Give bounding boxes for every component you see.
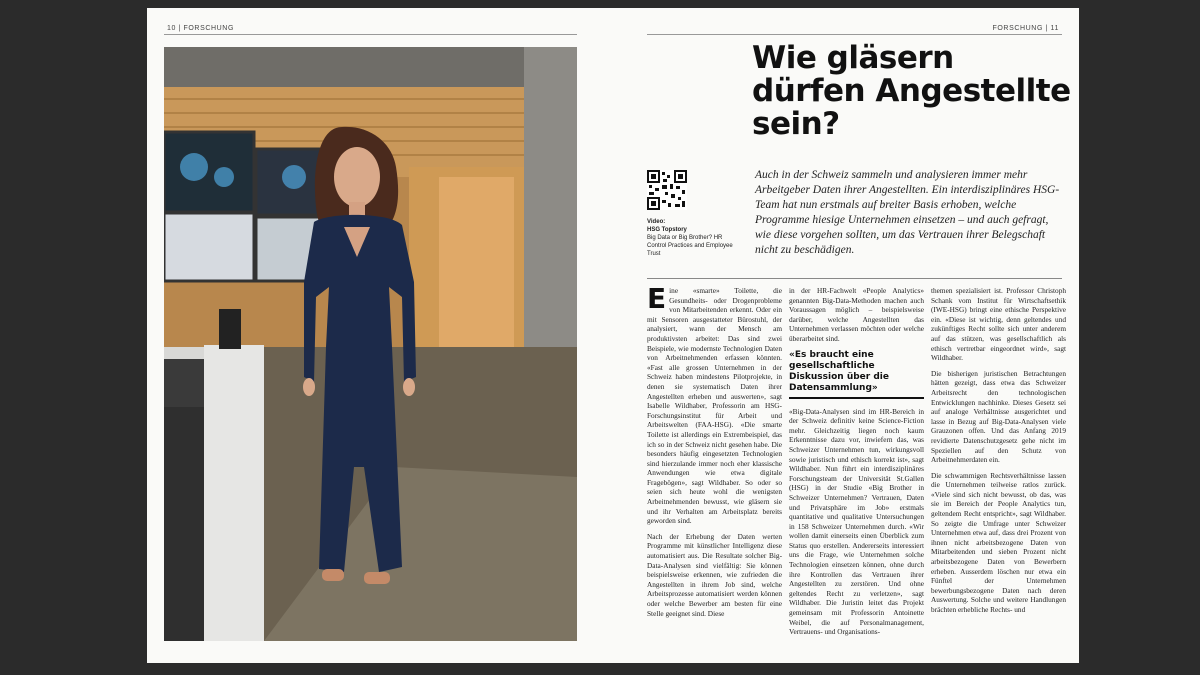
text-column-2	[789, 286, 924, 643]
paragraph: Nach der Erhebung der Daten werten Programme mit künstlicher Intelligenz diese automatisiert aus. Die Resultate solcher Big-Data-Analysen sind vielfältig: Sie können beispielsweise erkennen, wie zufrieden die Angestellten in ihrem Job sind, welche Arbeitsprozesse automatisiert werden können oder welche Bewerber am besten für eine Stelle geeignet sind. Diese	[647, 531, 782, 618]
running-head-right: FORSCHUNG | 11	[992, 25, 1059, 32]
paragraph: «Big-Data-Analysen sind im HR-Bereich in der Schweiz definitiv keine Science-Fiction mehr. Gleichzeitig liegen noch kaum Erkenntnisse dazu vor, inwiefern das, was Schweizer Unternehmen tun, wirkungsvoll sowie juristisch und ethisch korrekt ist», sagt Wildhaber. Nun führt ein interdisziplinäres Forschungsteam der Universität St.Gallen (HSG) in der Studie «Big Brother in Schweizer Unternehmen? Vertrauen, Daten und Privatsphäre im Job» erstmals quantitative und qualitative Untersuchungen in 158 Schweizer Unternehmen durch. «Wir wollen damit einerseits einen Überblick zum Status quo erstellen. Andererseits interessiert uns die Frage, wie Unternehmen solche Technologien einsetzen können, ohne durch ihre Kontrollen das Vertrauen ihrer Angestellten zu zerstören. Und ohne geltendes Recht zu verletzen», sagt Wildhaber. Die Juristin leitet das Projekt gemeinsam mit Professorin Antoinette Weibel, die auf Personalmanagement, Vertrauens- und Organisations-	[789, 406, 924, 637]
running-head-left: 10 | FORSCHUNG	[167, 25, 235, 32]
portrait-photo	[164, 47, 577, 641]
drop-cap: E	[647, 282, 667, 315]
top-rule-right	[647, 34, 1062, 35]
video-label: Video:	[647, 219, 666, 225]
paragraph: in der HR-Fachwelt «People Analytics» genannten Big-Data-Methoden machen auch Voraussagen möglich – beispielsweise darüber, welche Angestellten das Unternehmen verlassen möchten oder welche überarbeitet sind.	[789, 286, 924, 343]
video-title: HSG Topstory	[647, 227, 687, 233]
article-headline: Wie gläsern dürfen Angestellte sein?	[752, 40, 1071, 142]
video-description: Big Data or Big Brother? HR Control Practices and Employee Trust	[647, 235, 733, 257]
subheading: «Es braucht eine gesellschaftliche Diskussion über die Datensammlung»	[789, 350, 924, 399]
video-qr-code[interactable]	[647, 170, 687, 210]
paragraph: ine «smarte» Toilette, die Gesundheits- oder Drogenprobleme von Mitarbeitenden erkennt. Oder ein mit Sensoren ausgestatteter Bürostuhl, der analysiert, wann der Mensch am produktivsten arbeitet: Das sind zwei Beispiele, wie modernste Technologien Daten von Arbeitnehmenden erfassen könnten. «Fast alle grossen Unternehmen in der Schweiz haben mindestens Pilotprojekte, in denen sie systematisch Daten ihrer Angestellten erheben und auswerten», sagt Isabelle Wildhaber, Professorin am HSG-Forschungsinstitut für Arbeit und Arbeitswelten (FAA-HSG). «Die smarte Toilette ist allerdings ein Extrembeispiel, das ich so in der Schweiz nicht gesehen habe. Die besonders häufig eingesetzten Technologien sind hierzulande immer noch eher klassische Anwendungen wie etwa digitale Fragebögen», sagt Wildhaber. So oder so seien sich heute wohl die wenigsten Arbeitnehmenden bewusst, wie gläsern sie und ihr Verhalten am Arbeitsplatz bereits geworden sind.	[647, 286, 782, 526]
paragraph: Die bisherigen juristischen Betrachtungen hätten gezeigt, dass etwa das Schweizer Arbeitsrecht den technologischen Entwicklungen nachhinke. Dieses Gesetz sei auf analoge Verhältnisse ausgerichtet und lasse in Bezug auf Big-Data-Analysen viele Grauzonen offen. Und das Anfang 2019 revidierte Datenschutzgesetz gehe nicht im Speziellen auf den Schutz von Arbeitnehmerdaten ein.	[931, 368, 1066, 465]
text-column-1	[647, 282, 782, 624]
article-lead: Auch in der Schweiz sammeln und analysieren immer mehr Arbeitgeber Daten ihrer Angestellten. Ein interdisziplinäres HSG-Team hat nun erstmals auf breiter Basis erhoben, welche Programme hiesige Unternehmen einsetzen – und auch gefragt, wie diese vorgehen sollten, um das Vertrauen ihrer Belegschaft nicht zu beschädigen.	[755, 169, 1060, 256]
lead-divider	[647, 278, 1062, 279]
top-rule-left	[164, 34, 577, 35]
paragraph: themen spezialisiert ist. Professor Christoph Schank vom Institut für Wirtschaftsethik (IWE-HSG) bringt eine ethische Perspektive ein. «Diese ist wichtig, denn geltendes und zukünftiges Recht sollte sich unter anderem auf das stützen, was gesellschaftlich als ethisch vertretbar eingeordnet wird», sagt Wildhaber.	[931, 286, 1066, 363]
paragraph: Die schwammigen Rechtsverhältnisse lassen die Unternehmen teilweise ratlos zurück. «Viele sind sich nicht bewusst, ob das, was sie im Bereich der People Analytics tun, geltendem Recht entspricht», sagt Wildhaber. So zeigte die Umfrage unter Schweizer Unternehmen etwa auf, dass drei Prozent von ihnen nicht arbeitsbezogene Daten von Mitarbeitenden und sieben Prozent nicht arbeitsbezogene Daten von Bewerbern erheben. Ausserdem löschen nur etwa ein Fünftel der Unternehmen bewerbungsbezogene Daten nach deren Auswertung. Solche und weitere Handlungen brächten erhebliche Rechts- und	[931, 470, 1066, 614]
magazine-spread	[147, 8, 1079, 663]
video-caption	[647, 218, 742, 258]
text-column-3	[931, 286, 1066, 621]
